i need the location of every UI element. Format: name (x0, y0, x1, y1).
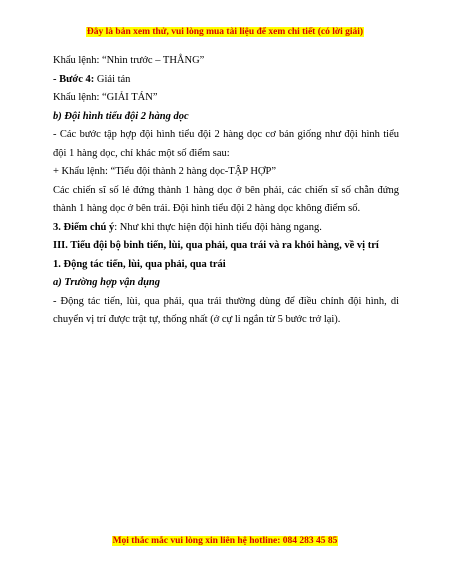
step-4-label: - Bước 4: (53, 73, 95, 85)
hotline-footer-banner (0, 536, 450, 546)
note-line (53, 219, 399, 238)
section-heading-two-columns: b) Đội hình tiểu đội 2 hàng dọc (53, 110, 189, 122)
subheading-a: a) Trường hợp vận dụng (53, 277, 161, 288)
preview-notice-banner (0, 27, 450, 37)
note-text: : Như khi thực hiện đội hình tiểu đội hàng ngang. (114, 221, 322, 233)
command-line-straight: Khẩu lệnh: “Nhìn trước – THẲNG” (53, 55, 205, 66)
step-4-text: Giải tán (94, 73, 131, 85)
paragraph-odd-even: Các chiến sĩ số lẻ đứng thành 1 hàng dọc ở bên phải, các chiến sĩ số chẵn đứng thành 1 hàng dọc ở bên trái. Đội hình tiểu đội 2 hàng dọc không điểm số. (53, 184, 399, 214)
command-line-form-two-columns: + Khẩu lệnh: “Tiểu đội thành 2 hàng dọc-TẬP HỢP” (53, 166, 276, 177)
hotline-text: Mọi thắc mắc vui lòng xin liên hệ hotline: 084 283 45 85 (112, 536, 338, 546)
preview-notice-text: Đây là bản xem thử, vui lòng mua tài liệu để xem chi tiết (có lời giải) (86, 27, 364, 37)
command-line-dismiss: Khẩu lệnh: “GIẢI TÁN” (53, 92, 158, 103)
paragraph-steps: - Các bước tập hợp đội hình tiểu đội 2 hàng dọc cơ bản giống như đội hình tiểu đội 1 hàng dọc, chỉ khác một số điểm sau: (53, 129, 399, 159)
step-4-line (53, 71, 399, 90)
chapter-heading-iii: III. Tiểu đội bộ binh tiến, lùi, qua phải, qua trái và ra khỏi hàng, về vị trí (53, 240, 379, 251)
document-body (53, 52, 399, 330)
subheading-1: 1. Động tác tiến, lùi, qua phải, qua trái (53, 258, 226, 270)
note-label: 3. Điểm chú ý (53, 221, 115, 233)
paragraph-usage: - Động tác tiến, lùi, qua phải, qua trái thường dùng để điều chỉnh đội hình, di chuyển vị trí được trật tự, thống nhất (ở cự li ngắn từ 5 bước trở lại). (53, 295, 399, 325)
